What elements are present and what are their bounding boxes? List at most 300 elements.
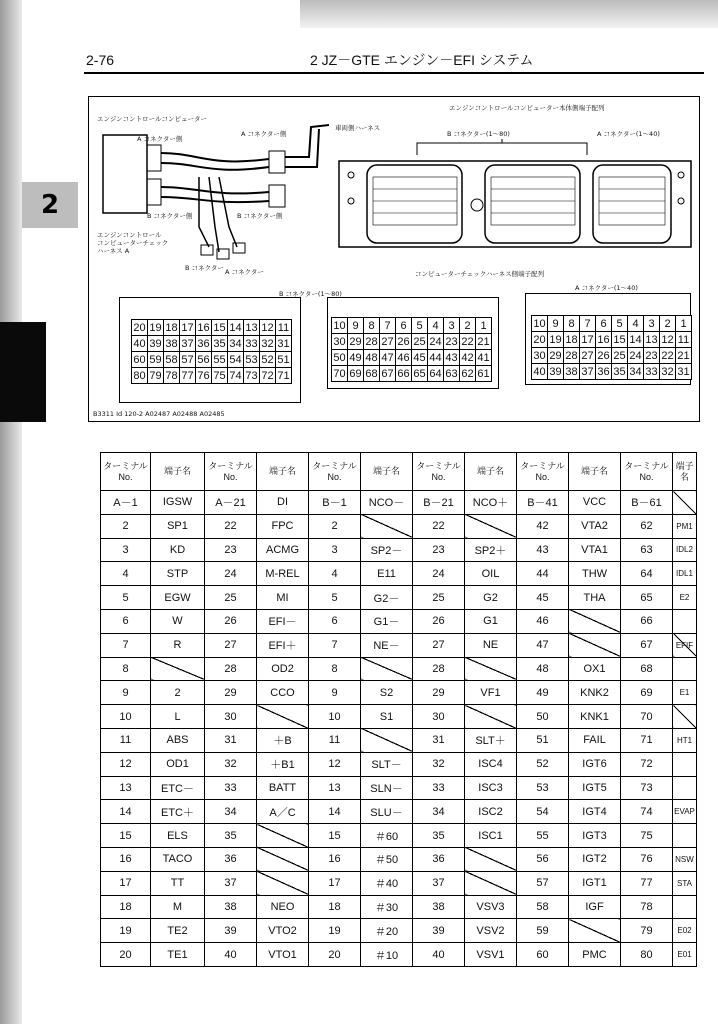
terminal-number: 16 (309, 847, 361, 871)
terminal-number: 79 (621, 919, 673, 943)
terminal-name: S1 (361, 705, 413, 729)
terminal-name (465, 871, 517, 895)
terminal-name: SLU－ (361, 800, 413, 824)
pin-cell: 14 (629, 333, 642, 346)
terminal-name: E1 (673, 681, 697, 705)
terminal-number: 63 (621, 538, 673, 562)
terminal-name: ACMG (257, 538, 309, 562)
terminal-name (361, 657, 413, 681)
table-row (101, 514, 697, 538)
terminal-name: M (151, 895, 205, 919)
terminal-name: ＃50 (361, 847, 413, 871)
terminal-number: B－21 (413, 491, 465, 515)
terminal-name: VTA1 (569, 538, 621, 562)
pin-cell: 15 (213, 321, 226, 334)
pin-cell: 37 (181, 337, 194, 350)
terminal-name: DI (257, 491, 309, 515)
terminal-number: 27 (205, 633, 257, 657)
pin-cell: 64 (429, 367, 442, 380)
connector-diagram (88, 96, 700, 422)
pin-cell: 38 (565, 365, 578, 378)
pin-cell: 19 (149, 321, 162, 334)
pin-cell: 13 (245, 321, 258, 334)
table-row (101, 800, 697, 824)
pin-cell: 16 (197, 321, 210, 334)
terminal-number: 40 (205, 943, 257, 967)
terminal-name: TACO (151, 847, 205, 871)
table-row (101, 776, 697, 800)
pin-cell: 78 (165, 369, 178, 382)
terminal-number: 24 (205, 562, 257, 586)
pin-cell: 76 (197, 369, 210, 382)
terminal-number: 26 (413, 609, 465, 633)
terminal-number: A－1 (101, 491, 151, 515)
pin-cell: 10 (533, 317, 546, 330)
terminal-name: IDL1 (673, 562, 697, 586)
pin-cell: 5 (412, 318, 428, 334)
terminal-number: 10 (101, 705, 151, 729)
terminal-number: 7 (309, 633, 361, 657)
pin-row (132, 352, 292, 368)
terminal-name: THW (569, 562, 621, 586)
terminal-number: 22 (205, 514, 257, 538)
pin-row (532, 316, 692, 332)
terminal-number: 52 (517, 752, 569, 776)
terminal-number: 8 (101, 657, 151, 681)
terminal-name: IGSW (151, 491, 205, 515)
pin-cell: 77 (181, 369, 194, 382)
terminal-number: 67 (621, 633, 673, 657)
terminal-number: 25 (205, 586, 257, 610)
terminal-number: 68 (621, 657, 673, 681)
terminal-name (673, 657, 697, 681)
pin-cell: 35 (613, 365, 626, 378)
terminal-number: 14 (101, 800, 151, 824)
pin-cell: 11 (276, 320, 292, 336)
pin-cell: 3 (644, 316, 660, 332)
pin-cell: 48 (365, 351, 378, 364)
pin-cell: 44 (429, 351, 442, 364)
pin-cell: 27 (581, 349, 594, 362)
pin-cell: 45 (413, 351, 426, 364)
pin-cell: 42 (461, 351, 474, 364)
terminal-number: 12 (101, 752, 151, 776)
column-header: 端子名 (361, 453, 413, 491)
terminal-name: OD2 (257, 657, 309, 681)
terminal-name (361, 514, 413, 538)
terminal-number: 7 (101, 633, 151, 657)
terminal-name: G2 (465, 586, 517, 610)
pin-cell: 58 (165, 353, 178, 366)
terminal-name: G2－ (361, 586, 413, 610)
terminal-name: NSW (673, 847, 697, 871)
label-b-range-2: B コネクター(1～80) (279, 290, 342, 298)
pin-cell: 20 (133, 321, 146, 334)
terminal-number: 48 (517, 657, 569, 681)
chapter-tab: 2 (22, 182, 78, 228)
pin-row (132, 320, 292, 336)
table-row (101, 824, 697, 848)
terminal-number: 38 (205, 895, 257, 919)
pin-row (332, 350, 492, 366)
scan-shadow (300, 0, 718, 28)
terminal-name: CCO (257, 681, 309, 705)
page-number: 2-76 (86, 52, 115, 68)
table-row (101, 491, 697, 515)
terminal-number: 13 (101, 776, 151, 800)
terminal-name: E02 (673, 919, 697, 943)
terminal-number: 19 (309, 919, 361, 943)
terminal-name: VTO2 (257, 919, 309, 943)
terminal-number: 39 (205, 919, 257, 943)
terminal-name: KNK2 (569, 681, 621, 705)
pin-cell: 26 (397, 335, 410, 348)
column-header: ターミナル No. (205, 453, 257, 491)
table-row (101, 657, 697, 681)
terminal-name (257, 871, 309, 895)
terminal-name: IGT5 (569, 776, 621, 800)
terminal-name: ISC3 (465, 776, 517, 800)
column-header: ターミナル No. (413, 453, 465, 491)
pin-cell: 24 (429, 335, 442, 348)
terminal-number: 32 (205, 752, 257, 776)
terminal-number: 40 (413, 943, 465, 967)
terminal-name: NCO－ (361, 491, 413, 515)
pin-cell: 53 (245, 353, 258, 366)
terminal-name (151, 657, 205, 681)
pin-cell: 6 (396, 318, 412, 334)
pin-cell: 16 (597, 333, 610, 346)
terminal-number: 18 (309, 895, 361, 919)
pin-cell: 59 (149, 353, 162, 366)
pin-cell: 70 (333, 367, 346, 380)
terminal-name: ＋B1 (257, 752, 309, 776)
terminal-number: 22 (413, 514, 465, 538)
pin-cell: 28 (565, 349, 578, 362)
column-header: ターミナル No. (309, 453, 361, 491)
black-margin-tab (0, 322, 46, 422)
pin-cell: 39 (549, 365, 562, 378)
pin-cell: 62 (461, 367, 474, 380)
terminal-name: IGT1 (569, 871, 621, 895)
column-header: 端子名 (465, 453, 517, 491)
terminal-name: VF1 (465, 681, 517, 705)
pin-cell: 57 (181, 353, 194, 366)
pin-cell: 15 (613, 333, 626, 346)
pin-cell: 21 (677, 349, 690, 362)
pin-cell: 5 (612, 316, 628, 332)
pin-cell: 30 (533, 349, 546, 362)
pin-cell: 32 (661, 365, 674, 378)
table-row (101, 847, 697, 871)
terminal-number: 76 (621, 847, 673, 871)
terminal-number: 35 (205, 824, 257, 848)
terminal-number: 46 (517, 609, 569, 633)
pin-cell: 41 (477, 351, 490, 364)
terminal-number: 62 (621, 514, 673, 538)
terminal-name (569, 609, 621, 633)
terminal-number: 23 (205, 538, 257, 562)
pin-cell: 51 (277, 353, 290, 366)
terminal-name: ELS (151, 824, 205, 848)
pin-cell: 9 (548, 316, 564, 332)
terminal-number: 38 (413, 895, 465, 919)
pin-cell: 18 (165, 321, 178, 334)
terminal-name: BATT (257, 776, 309, 800)
pin-cell: 73 (245, 369, 258, 382)
terminal-name: ISC2 (465, 800, 517, 824)
pin-cell: 25 (413, 335, 426, 348)
terminal-number: 18 (101, 895, 151, 919)
terminal-number: 15 (101, 824, 151, 848)
terminal-number: 60 (517, 943, 569, 967)
pin-cell: 67 (381, 367, 394, 380)
terminal-number: 74 (621, 800, 673, 824)
terminal-number: 44 (517, 562, 569, 586)
column-header: ターミナル No. (621, 453, 673, 491)
pin-cell: 71 (277, 369, 290, 382)
pin-cell: 32 (261, 337, 274, 350)
terminal-name: SLT－ (361, 752, 413, 776)
terminal-number: 80 (621, 943, 673, 967)
pin-cell: 39 (149, 337, 162, 350)
terminal-name (673, 895, 697, 919)
terminal-name (569, 633, 621, 657)
terminal-name: A／C (257, 800, 309, 824)
terminal-name: IGT2 (569, 847, 621, 871)
pin-cell: 34 (629, 365, 642, 378)
terminal-name (465, 514, 517, 538)
terminal-name (465, 847, 517, 871)
terminal-number: 9 (309, 681, 361, 705)
terminal-name: VSV2 (465, 919, 517, 943)
terminal-name (673, 705, 697, 729)
pin-cell: 24 (629, 349, 642, 362)
pin-cell: 47 (381, 351, 394, 364)
pin-cell: 17 (181, 321, 194, 334)
pin-cell: 72 (261, 369, 274, 382)
terminal-number: 45 (517, 586, 569, 610)
pin-cell: 69 (349, 367, 362, 380)
terminal-name: FAIL (569, 728, 621, 752)
terminal-number: 50 (517, 705, 569, 729)
terminal-number: 65 (621, 586, 673, 610)
terminal-number: 53 (517, 776, 569, 800)
terminal-number: 12 (309, 752, 361, 776)
label-a-range: A コネクター(1～40) (597, 130, 660, 138)
terminal-number: 64 (621, 562, 673, 586)
terminal-number: 28 (205, 657, 257, 681)
terminal-name: 2 (151, 681, 205, 705)
pin-cell: 13 (645, 333, 658, 346)
pin-cell: 33 (245, 337, 258, 350)
terminal-number: 56 (517, 847, 569, 871)
terminal-name: E2 (673, 586, 697, 610)
terminal-name (465, 657, 517, 681)
pin-cell: 56 (197, 353, 210, 366)
terminal-number: 20 (309, 943, 361, 967)
label-b-connector: B コネクター (185, 264, 224, 272)
pin-cell: 55 (213, 353, 226, 366)
label-check-harness: エンジンコントロール コンピューターチェック ハーネス A (97, 231, 169, 255)
pin-cell: 18 (565, 333, 578, 346)
terminal-name: IGT3 (569, 824, 621, 848)
terminal-number: A－21 (205, 491, 257, 515)
terminal-name (361, 728, 413, 752)
terminal-name: FPC (257, 514, 309, 538)
terminal-number: 14 (309, 800, 361, 824)
terminal-number: B－61 (621, 491, 673, 515)
terminal-name: VTO1 (257, 943, 309, 967)
terminal-name: PMC (569, 943, 621, 967)
pin-cell: 9 (348, 318, 364, 334)
terminal-number: 58 (517, 895, 569, 919)
terminal-name: OD1 (151, 752, 205, 776)
terminal-name: STA (673, 871, 697, 895)
label-b-side-right: B コネクター側 (237, 212, 283, 220)
terminal-number: 8 (309, 657, 361, 681)
terminal-number: 42 (517, 514, 569, 538)
terminal-name: SLN－ (361, 776, 413, 800)
terminal-number: 36 (205, 847, 257, 871)
terminal-number: 9 (101, 681, 151, 705)
terminal-number: 72 (621, 752, 673, 776)
table-row (101, 705, 697, 729)
label-b-range: B コネクター(1～80) (447, 130, 510, 138)
table-row (101, 919, 697, 943)
pin-cell: 68 (365, 367, 378, 380)
pin-cell: 40 (133, 337, 146, 350)
label-b-side-left: B コネクター側 (147, 212, 193, 220)
terminal-number: 39 (413, 919, 465, 943)
terminal-table (100, 452, 697, 967)
pin-cell: 11 (676, 332, 692, 348)
pin-cell: 66 (397, 367, 410, 380)
terminal-number: 29 (413, 681, 465, 705)
pin-cell: 31 (677, 365, 690, 378)
pin-cell: 2 (660, 316, 676, 332)
pin-cell: 29 (349, 335, 362, 348)
terminal-number: 11 (101, 728, 151, 752)
terminal-number: 31 (413, 728, 465, 752)
pin-cell: 20 (533, 333, 546, 346)
pin-cell: 75 (213, 369, 226, 382)
terminal-number: 23 (413, 538, 465, 562)
terminal-name: MI (257, 586, 309, 610)
pin-cell: 10 (333, 319, 346, 332)
terminal-name: ABS (151, 728, 205, 752)
terminal-number: 77 (621, 871, 673, 895)
pin-cell: 14 (229, 321, 242, 334)
pin-cell: 6 (596, 316, 612, 332)
terminal-number: 36 (413, 847, 465, 871)
pin-cell: 7 (380, 318, 396, 334)
label-vehicle-harness: 車両側ハーネス (335, 124, 381, 132)
pin-cell: 30 (333, 335, 346, 348)
terminal-number: 73 (621, 776, 673, 800)
table-row (101, 681, 697, 705)
terminal-number: 71 (621, 728, 673, 752)
pin-cell: 3 (444, 318, 460, 334)
terminal-number: 70 (621, 705, 673, 729)
terminal-name: E01 (673, 943, 697, 967)
terminal-name: KNK1 (569, 705, 621, 729)
pin-row (532, 332, 692, 348)
table-row (101, 728, 697, 752)
terminal-name (257, 705, 309, 729)
table-row (101, 633, 697, 657)
terminal-name: EFIF (673, 633, 697, 657)
terminal-number: 3 (309, 538, 361, 562)
terminal-name (257, 847, 309, 871)
terminal-name: PM1 (673, 514, 697, 538)
terminal-number: 75 (621, 824, 673, 848)
terminal-number: 26 (205, 609, 257, 633)
terminal-name: VCC (569, 491, 621, 515)
terminal-name: E11 (361, 562, 413, 586)
column-header: ターミナル No. (101, 453, 151, 491)
label-a-side-right: A コネクター側 (241, 130, 287, 138)
pin-cell: 17 (581, 333, 594, 346)
label-ecu-pinout: エンジンコントロールコンピューター本体側端子配列 (449, 104, 605, 112)
pin-cell: 46 (397, 351, 410, 364)
terminal-number: 49 (517, 681, 569, 705)
terminal-name: IGF (569, 895, 621, 919)
pin-cell: 31 (277, 337, 290, 350)
terminal-number: 6 (309, 609, 361, 633)
terminal-number: 57 (517, 871, 569, 895)
pin-cell: 8 (364, 318, 380, 334)
terminal-number: B－41 (517, 491, 569, 515)
pin-cell: 12 (261, 321, 274, 334)
terminal-number: 6 (101, 609, 151, 633)
b-connector-right-grid (331, 317, 492, 382)
terminal-number: 24 (413, 562, 465, 586)
terminal-number: 33 (413, 776, 465, 800)
pin-cell: 49 (349, 351, 362, 364)
pin-row (132, 368, 292, 384)
terminal-name: M-REL (257, 562, 309, 586)
pin-cell: 8 (564, 316, 580, 332)
pin-cell: 38 (165, 337, 178, 350)
pin-cell: 29 (549, 349, 562, 362)
terminal-number: 54 (517, 800, 569, 824)
pin-row (332, 334, 492, 350)
terminal-name: VSV1 (465, 943, 517, 967)
terminal-number: B－1 (309, 491, 361, 515)
terminal-name: EVAP (673, 800, 697, 824)
pin-cell: 21 (477, 335, 490, 348)
terminal-name: VTA2 (569, 514, 621, 538)
table-row (101, 609, 697, 633)
terminal-name (465, 705, 517, 729)
terminal-name: ＃60 (361, 824, 413, 848)
terminal-number: 32 (413, 752, 465, 776)
label-ecu: エンジンコントロールコンピューター (97, 115, 208, 123)
column-header: 端子名 (569, 453, 621, 491)
pin-cell: 79 (149, 369, 162, 382)
pin-cell: 63 (445, 367, 458, 380)
terminal-number: 2 (101, 514, 151, 538)
terminal-number: 3 (101, 538, 151, 562)
column-header: 端子名 (257, 453, 309, 491)
terminal-number: 20 (101, 943, 151, 967)
pin-cell: 1 (676, 316, 692, 332)
terminal-number: 66 (621, 609, 673, 633)
terminal-number: 55 (517, 824, 569, 848)
a-connector-grid (531, 315, 692, 380)
pin-cell: 4 (628, 316, 644, 332)
